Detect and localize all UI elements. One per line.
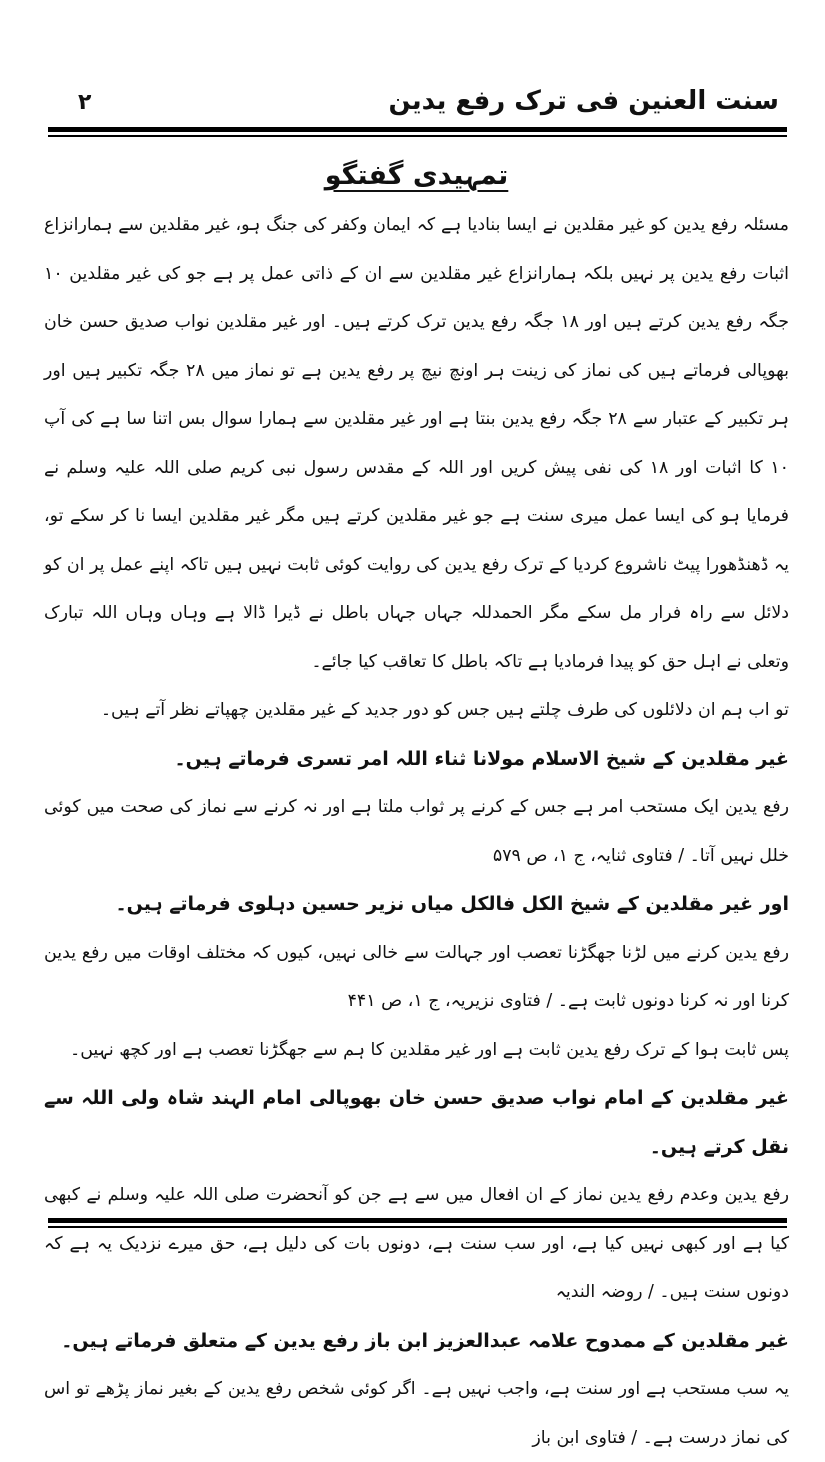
page-body	[44, 160, 789, 1462]
quote-text-2: رفع یدین کرنے میں لڑنا جھگڑنا تعصب اور جہالت سے خالی نہیں، کیوں کہ مختلف اوقات میں رفع یدین کرنا اور نہ کرنا دونوں ثابت ہے۔ / فتاوی نزیریہ، ج ۱، ص ۴۴۱	[44, 942, 789, 1011]
quote-text-4: یہ سب مستحب ہے اور سنت ہے، واجب نہیں ہے۔ اگر کوئی شخص رفع یدین کے بغیر نماز پڑھے تو اس کی نماز درست ہے۔ / فتاوی ابن باز	[44, 1379, 789, 1448]
footer-rule-thin	[48, 1226, 787, 1228]
quote-text-3: رفع یدین وعدم رفع یدین نماز کے ان افعال میں سے ہے جن کو آنحضرت صلی اللہ علیہ وسلم نے کبھی کیا ہے اور کبھی نہیں کیا ہے، اور سب سنت ہے، دونوں بات کی دلیل ہے، حق میرے نزدیک یہ ہے کہ دونوں سنت ہیں۔ / روضہ الندیہ	[44, 1185, 789, 1302]
header-rule-thick	[48, 127, 787, 132]
header-rule-thin	[48, 135, 787, 137]
running-header	[48, 82, 787, 126]
conclusion-paragraph: پس ثابت ہوا کے ترک رفع یدین ثابت ہے اور غیر مقلدین کا ہم سے جھگڑنا تعصب ہے اور کچھ نہیں۔	[70, 1039, 789, 1060]
quote-heading-3: غیر مقلدین کے امام نواب صدیق حسن خان بھوپالی امام الہند شاہ ولی اللہ سے نقل کرتے ہیں۔	[44, 1087, 789, 1158]
transition-paragraph: تو اب ہم ان دلائلوں کی طرف چلتے ہیں جس کو دور جدید کے غیر مقلدین چھپاتے نظر آتے ہیں۔	[100, 700, 789, 720]
quote-text-1: رفع یدین ایک مستحب امر ہے جس کے کرنے پر ثواب ملتا ہے اور نہ کرنے سے نماز کی صحت میں کوئی خلل نہیں آتا۔ / فتاوی ثنایہ، ج ۱، ص ۵۷۹	[44, 797, 789, 866]
page-number: ۲	[78, 90, 92, 115]
quote-heading-1: غیر مقلدین کے شیخ الاسلام مولانا ثناء اللہ امر تسری فرماتے ہیں۔	[174, 747, 789, 770]
book-title: سنت العنین فی ترک رفع یدین	[388, 86, 779, 116]
quote-heading-2: اور غیر مقلدین کے شیخ الکل فالکل میاں نزیر حسین دہلوی فرماتے ہیں۔	[115, 893, 789, 915]
section-title: تمہیدی گفتگو	[324, 160, 509, 191]
footer-rule-thick	[48, 1218, 787, 1223]
quote-heading-4: غیر مقلدین کے ممدوح علامہ عبدالعزیز ابن باز رفع یدین کے متعلق فرماتے ہیں۔	[61, 1329, 789, 1352]
intro-paragraph: مسئلہ رفع یدین کو غیر مقلدین نے ایسا بنادیا ہے کہ ایمان وکفر کی جنگ ہو، غیر مقلدین سے ہمارانزاع اثبات رفع یدین پر نہیں بلکہ ہمارانزاع غیر مقلدین سے ان کے ذاتی عمل پر ہے جو کی غیر مقلدین ۱۰ جگہ رفع یدین کرتے ہیں اور ۱۸ جگہ رفع یدین ترک کرتے ہیں۔ اور غیر مقلدین نواب صدیق حسن خان بھوپالی فرماتے ہیں کی نماز کی زینت ہر اونچ نیچ پر رفع یدین ہے تو نماز میں ۲۸ جگہ تکبیر ہیں اور ہر تکبیر کے عتبار سے ۲۸ جگہ رفع یدین بنتا ہے اور غیر مقلدین سے ہمارا سوال بس اتنا سا ہے کی آپ ۱۰ کا اثبات اور ۱۸ کی نفی پیش کریں اور اللہ کے مقدس رسول نبی کریم صلی اللہ علیہ وسلم نے فرمایا ہو کی ایسا عمل میری سنت ہے جو غیر مقلدین کرتے ہیں مگر غیر مقلدین ایسا نا کر سکے تو، یہ ڈھنڈھورا پیٹ ناشروع کردیا کے ترک رفع یدین کی روایت کوئی ثابت نہیں ہیں تاکہ اپنے عمل پر ان کو دلائل سے راہ فرار مل سکے مگر الحمدللہ جہاں جہاں باطل نے ڈیرا ڈالا ہے وہاں وہاں اللہ تبارک وتعلی نے اہل حق کو پیدا فرمادیا ہے تاکہ باطل کا تعاقب کیا جائے۔	[44, 215, 790, 672]
